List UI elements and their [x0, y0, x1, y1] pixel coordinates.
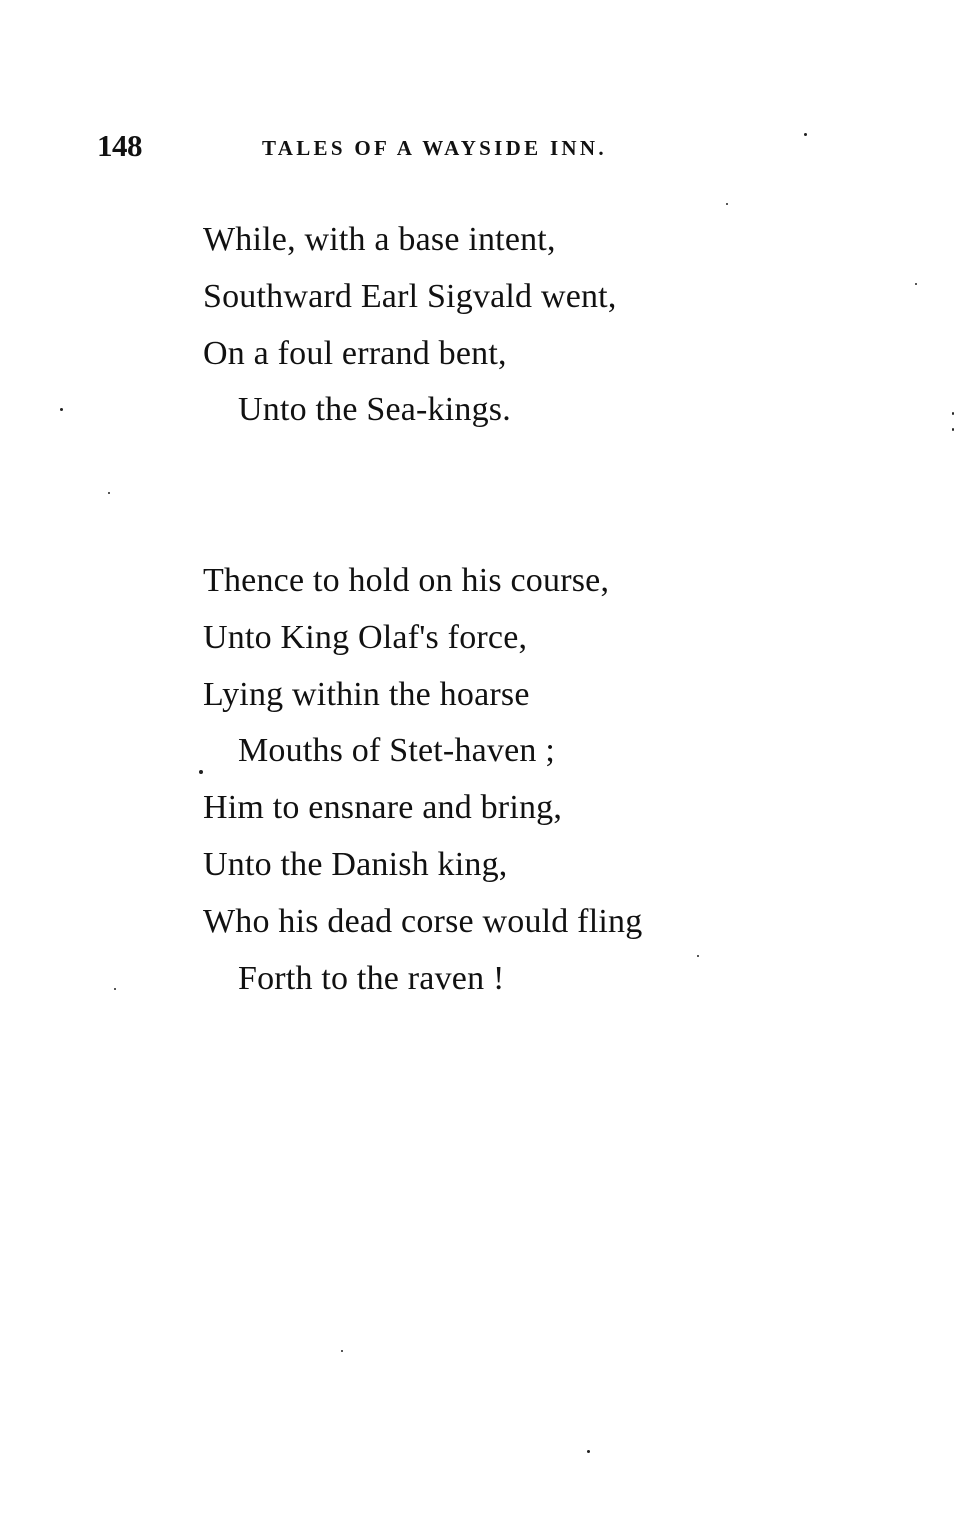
- verse-line: While, with a base intent,: [203, 221, 556, 258]
- verse-line: Thence to hold on his course,: [203, 562, 610, 599]
- scan-speck: [915, 283, 917, 285]
- verse-line: Southward Earl Sigvald went,: [203, 277, 617, 315]
- scan-speck: [108, 492, 110, 494]
- stanza: [203, 212, 617, 439]
- verse-line-indented: Mouths of Stet-haven ;: [238, 732, 555, 770]
- scan-speck: [726, 203, 728, 205]
- scan-speck: [60, 408, 63, 411]
- verse-line: On a foul errand bent,: [203, 334, 507, 372]
- scan-speck: [587, 1450, 590, 1453]
- scan-speck: [952, 412, 954, 415]
- scan-speck: [114, 988, 116, 990]
- scan-speck: [199, 770, 203, 774]
- verse-line: Who his dead corse would fling: [203, 902, 643, 940]
- verse-line-indented: Unto the Sea-kings.: [238, 391, 511, 429]
- scan-speck: [697, 955, 699, 957]
- scan-speck: [341, 1350, 343, 1352]
- scan-speck: [952, 428, 954, 431]
- running-title: TALES OF A WAYSIDE INN.: [262, 136, 607, 160]
- page-number: 148: [97, 128, 142, 163]
- verse-line: Unto the Danish king,: [203, 845, 508, 883]
- stanza: [203, 553, 642, 1007]
- verse-line-indented: Forth to the raven !: [238, 959, 505, 997]
- verse-line: Him to ensnare and bring,: [203, 789, 563, 827]
- scan-speck: [804, 133, 807, 136]
- verse-line: Unto King Olaf's force,: [203, 618, 528, 656]
- verse-line: Lying within the hoarse: [203, 675, 530, 713]
